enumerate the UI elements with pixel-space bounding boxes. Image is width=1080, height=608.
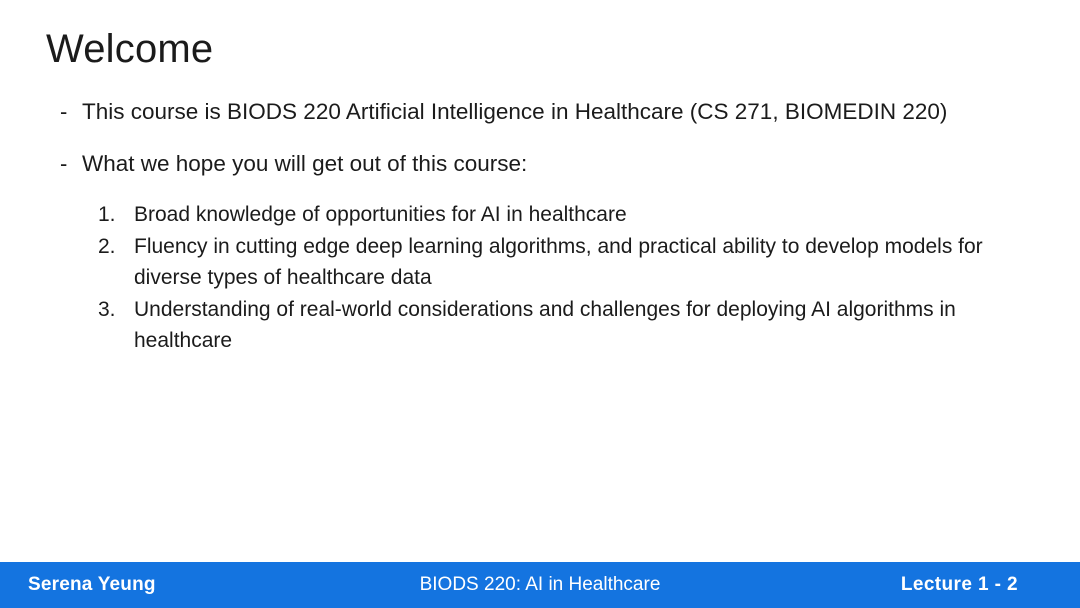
list-item <box>82 200 1028 230</box>
numbered-text: Broad knowledge of opportunities for AI in healthcare <box>134 202 627 226</box>
numbered-marker: 3. <box>98 298 116 322</box>
footer-lecture-number: Lecture 1 - 2 <box>900 574 1018 595</box>
list-item <box>82 295 1028 356</box>
bullet-marker: - <box>60 99 68 124</box>
footer-course-title: BIODS 220: AI in Healthcare <box>419 574 661 595</box>
list-item <box>82 232 1028 293</box>
bullet-text: This course is BIODS 220 Artificial Intelligence in Healthcare (CS 271, BIOMEDIN 220) <box>82 99 948 124</box>
list-item <box>44 96 1028 128</box>
bullet-list <box>44 96 1028 180</box>
numbered-list <box>82 200 1028 356</box>
numbered-text: Fluency in cutting edge deep learning algorithms, and practical ability to develop models for diverse types of healthcare data <box>134 235 983 289</box>
bullet-text: What we hope you will get out of this course: <box>82 150 528 176</box>
numbered-text: Understanding of real-world considerations and challenges for deploying AI algorithms in healthcare <box>134 298 956 352</box>
numbered-marker: 2. <box>98 235 116 259</box>
bullet-marker: - <box>60 150 68 176</box>
slide-title: Welcome <box>46 27 214 71</box>
slide-footer <box>0 562 1080 608</box>
numbered-marker: 1. <box>98 202 116 226</box>
list-item <box>44 148 1028 180</box>
footer-presenter: Serena Yeung <box>28 574 156 595</box>
sub-list-container <box>82 200 1028 356</box>
